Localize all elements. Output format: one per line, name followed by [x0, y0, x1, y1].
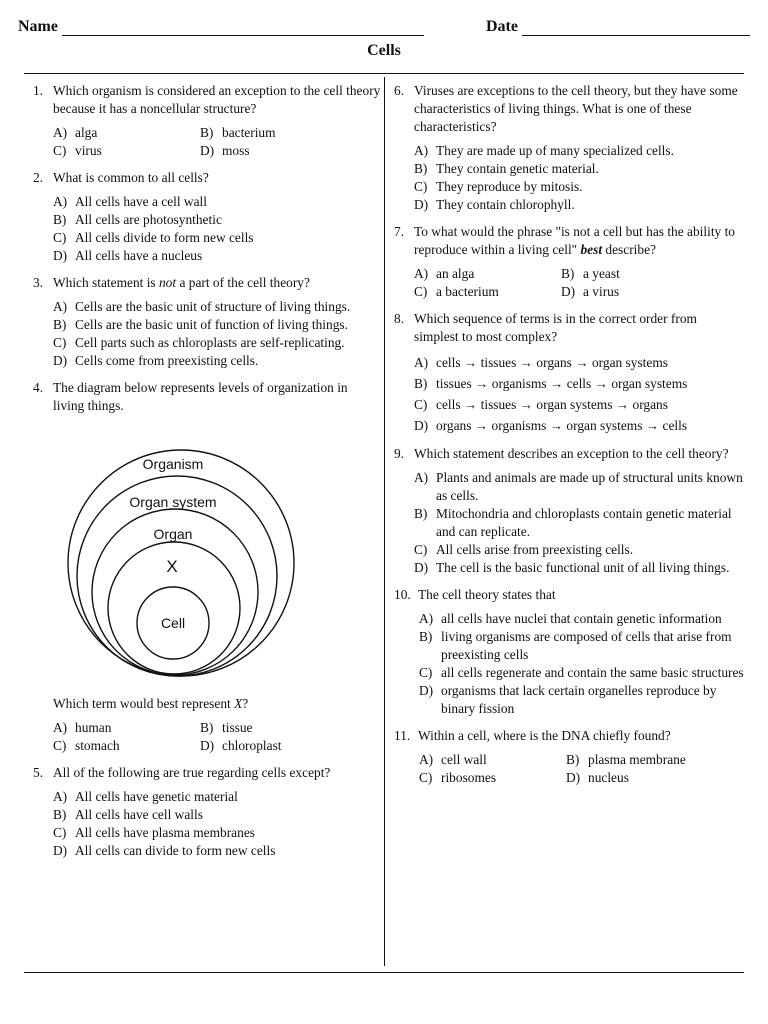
option-letter: C) [419, 770, 433, 785]
question-2 [33, 169, 381, 265]
option-letter: A) [53, 194, 68, 209]
question-9 [394, 445, 744, 577]
option-text: a yeast [583, 266, 620, 281]
option-text: All cells are photosynthetic [75, 212, 222, 227]
option-letter: D) [561, 284, 576, 299]
option-text: They reproduce by mitosis. [436, 179, 583, 194]
option-letter: D) [200, 143, 215, 158]
concentric-circles-diagram [63, 429, 313, 685]
answer-options [53, 298, 381, 370]
option-c[interactable] [53, 737, 200, 755]
option-letter: A) [414, 355, 429, 370]
stem-emphasis: not [158, 275, 177, 290]
option-text: They contain genetic material. [436, 161, 599, 176]
option-text: living organisms are composed of cells that arise from preexisting cells [441, 629, 732, 662]
question-stem: The diagram below represents levels of organization in living things. [53, 380, 348, 413]
option-text: ribosomes [441, 770, 497, 785]
option-letter: D) [414, 560, 429, 575]
option-letter: B) [566, 752, 580, 767]
question-followup [53, 695, 381, 713]
option-a[interactable] [414, 352, 744, 373]
option-text: They are made up of many specialized cells. [436, 143, 674, 158]
option-d[interactable] [200, 737, 381, 755]
organ-system-label: Organ system [129, 494, 217, 510]
question-stem [53, 274, 381, 292]
option-text: tissue [222, 720, 253, 735]
option-a[interactable] [419, 610, 744, 628]
option-c[interactable] [53, 229, 381, 247]
option-b[interactable] [200, 124, 381, 142]
option-letter: B) [419, 629, 433, 644]
question-11 [394, 727, 744, 787]
option-b[interactable] [53, 211, 381, 229]
followup-text: Which term would best represent [53, 696, 235, 711]
option-d[interactable] [566, 769, 744, 787]
question-number: 6. [394, 83, 405, 98]
option-letter: A) [53, 789, 68, 804]
option-a[interactable] [419, 751, 566, 769]
bottom-rule [24, 972, 744, 973]
option-a[interactable] [414, 469, 744, 505]
stem-text: Which statement is [53, 275, 159, 290]
option-a[interactable] [53, 298, 381, 316]
option-b[interactable] [414, 505, 744, 541]
organism-label: Organism [142, 456, 204, 472]
option-letter: C) [414, 284, 428, 299]
option-text: All cells have genetic material [75, 789, 238, 804]
option-b[interactable] [200, 719, 381, 737]
option-text: The cell is the basic functional unit of all living things. [436, 560, 730, 575]
option-letter: A) [419, 752, 434, 767]
option-a[interactable] [53, 193, 381, 211]
option-text: bacterium [222, 125, 276, 140]
option-b[interactable] [561, 265, 744, 283]
question-stem: All of the following are true regarding cells except? [53, 765, 331, 780]
option-text: tissues → organisms → cells → organ systems [436, 376, 688, 391]
option-text: human [75, 720, 112, 735]
option-letter: C) [414, 179, 428, 194]
question-8 [394, 310, 744, 436]
option-text: plasma membrane [588, 752, 686, 767]
option-c[interactable] [414, 394, 744, 415]
option-c[interactable] [414, 178, 744, 196]
option-letter: D) [414, 197, 429, 212]
question-6 [394, 82, 744, 214]
option-text: virus [75, 143, 102, 158]
question-number: 4. [33, 380, 44, 395]
option-letter: A) [414, 143, 429, 158]
organization-levels-diagram [63, 429, 313, 685]
option-a[interactable] [414, 265, 561, 283]
option-letter: C) [414, 542, 428, 557]
question-number: 5. [33, 765, 44, 780]
answer-options [414, 142, 744, 214]
stem-text: To what would the phrase "is not a cell but has the ability to reproduce within a living cell" [414, 224, 736, 257]
question-stem: Which organism is considered an exception to the cell theory because it has a noncellular structure? [53, 83, 381, 116]
option-letter: B) [200, 125, 214, 140]
option-letter: A) [419, 611, 434, 626]
question-number: 2. [33, 170, 44, 185]
option-b[interactable] [414, 160, 744, 178]
stem-text: describe? [602, 242, 656, 257]
answer-options [53, 719, 381, 755]
option-letter: C) [53, 825, 67, 840]
question-number: 3. [33, 275, 44, 290]
option-d[interactable] [53, 352, 381, 370]
option-letter: B) [200, 720, 214, 735]
question-stem: Which sequence of terms is in the correct order from simplest to most complex? [414, 311, 697, 344]
option-text: Cells come from preexisting cells. [75, 353, 259, 368]
followup-text: ? [242, 696, 249, 711]
option-letter: A) [53, 720, 68, 735]
option-a[interactable] [53, 124, 200, 142]
name-label: Name [18, 18, 58, 35]
right-column [394, 82, 744, 796]
option-letter: B) [414, 161, 428, 176]
option-d[interactable] [414, 196, 744, 214]
option-text: moss [222, 143, 250, 158]
question-number: 11. [394, 728, 411, 743]
option-text: chloroplast [222, 738, 282, 753]
option-letter: B) [53, 317, 67, 332]
option-letter: C) [414, 397, 428, 412]
top-rule [24, 73, 744, 74]
question-number: 7. [394, 224, 405, 239]
question-3 [33, 274, 381, 370]
question-stem: The cell theory states that [418, 587, 556, 602]
option-text: alga [75, 125, 98, 140]
option-text: an alga [436, 266, 475, 281]
question-number: 8. [394, 311, 405, 326]
answer-options [53, 124, 381, 160]
option-text: cells → tissues → organs → organ systems [436, 355, 668, 370]
option-c[interactable] [419, 664, 744, 682]
option-letter: A) [414, 266, 429, 281]
option-letter: D) [53, 248, 68, 263]
option-letter: C) [53, 230, 67, 245]
answer-options [414, 265, 744, 301]
option-text: Cells are the basic unit of function of living things. [75, 317, 348, 332]
question-number: 9. [394, 446, 405, 461]
question-10 [394, 586, 744, 718]
option-d[interactable] [414, 559, 744, 577]
followup-variable: X [234, 696, 243, 711]
column-divider [384, 77, 385, 966]
option-text: all cells regenerate and contain the same basic structures [441, 665, 744, 680]
option-letter: D) [414, 418, 429, 433]
question-stem: Which statement describes an exception to the cell theory? [414, 446, 729, 461]
answer-options [414, 751, 744, 787]
x-label: X [166, 557, 178, 576]
option-d[interactable] [419, 682, 744, 718]
option-d[interactable] [53, 247, 381, 265]
question-4 [33, 379, 381, 755]
option-text: Plants and animals are made up of structural units known as cells. [436, 470, 743, 503]
stem-text: a part of the cell theory? [176, 275, 310, 290]
question-number: 10. [394, 587, 411, 602]
option-letter: B) [414, 506, 428, 521]
option-d[interactable] [414, 415, 744, 436]
option-letter: A) [414, 470, 429, 485]
cell-label: Cell [160, 615, 186, 631]
name-field-line[interactable] [62, 35, 424, 36]
answer-options [414, 610, 744, 718]
question-7 [394, 223, 744, 301]
option-letter: D) [200, 738, 215, 753]
option-b[interactable] [53, 806, 381, 824]
answer-options [53, 193, 381, 265]
option-a[interactable] [53, 719, 200, 737]
option-a[interactable] [53, 788, 381, 806]
option-letter: C) [53, 335, 67, 350]
option-letter: B) [414, 376, 428, 391]
option-letter: A) [53, 299, 68, 314]
question-stem: What is common to all cells? [53, 170, 209, 185]
option-text: All cells arise from preexisting cells. [436, 542, 634, 557]
option-text: All cells divide to form new cells [75, 230, 254, 245]
date-field-line[interactable] [522, 35, 750, 36]
option-a[interactable] [414, 142, 744, 160]
option-text: Cells are the basic unit of structure of living things. [75, 299, 351, 314]
option-text: All cells have cell walls [75, 807, 203, 822]
option-letter: A) [53, 125, 68, 140]
option-text: organs → organisms → organ systems → cells [436, 418, 688, 433]
option-text: All cells have a cell wall [75, 194, 207, 209]
option-text: Mitochondria and chloroplasts contain genetic material and can replicate. [436, 506, 732, 539]
question-stem [414, 223, 744, 259]
question-1 [33, 82, 381, 160]
option-text: a bacterium [436, 284, 499, 299]
question-5 [33, 764, 381, 860]
stem-emphasis: best [580, 242, 603, 257]
option-letter: C) [53, 143, 67, 158]
option-d[interactable] [200, 142, 381, 160]
worksheet-title: Cells [367, 42, 401, 59]
left-column [33, 82, 381, 869]
option-text: All cells have plasma membranes [75, 825, 255, 840]
option-letter: C) [419, 665, 433, 680]
option-c[interactable] [53, 824, 381, 842]
option-text: stomach [75, 738, 120, 753]
option-d[interactable] [53, 842, 381, 860]
question-number: 1. [33, 83, 44, 98]
option-b[interactable] [414, 373, 744, 394]
option-c[interactable] [414, 541, 744, 559]
option-text: organisms that lack certain organelles reproduce by binary fission [441, 683, 717, 716]
option-text: Cell parts such as chloroplasts are self-replicating. [75, 335, 345, 350]
option-text: cells → tissues → organ systems → organs [436, 397, 668, 412]
organ-label: Organ [153, 526, 193, 542]
question-stem: Viruses are exceptions to the cell theory, but they have some characteristics of living things. What is one of these characteristics? [414, 83, 738, 134]
question-stem: Within a cell, where is the DNA chiefly found? [418, 728, 671, 743]
option-letter: D) [53, 843, 68, 858]
option-letter: B) [561, 266, 575, 281]
option-text: They contain chlorophyll. [436, 197, 575, 212]
worksheet-header [18, 18, 750, 42]
option-text: All cells can divide to form new cells [75, 843, 276, 858]
answer-options [53, 788, 381, 860]
option-letter: D) [53, 353, 68, 368]
option-text: nucleus [588, 770, 629, 785]
option-text: All cells have a nucleus [75, 248, 203, 263]
date-label: Date [486, 18, 518, 35]
option-text: a virus [583, 284, 620, 299]
option-c[interactable] [53, 142, 200, 160]
option-b[interactable] [419, 628, 744, 664]
option-d[interactable] [561, 283, 744, 301]
option-c[interactable] [414, 283, 561, 301]
option-letter: D) [419, 683, 434, 698]
option-text: cell wall [441, 752, 487, 767]
option-b[interactable] [53, 316, 381, 334]
option-letter: B) [53, 212, 67, 227]
answer-options [414, 469, 744, 577]
option-c[interactable] [419, 769, 566, 787]
option-text: all cells have nuclei that contain genetic information [441, 611, 722, 626]
option-b[interactable] [566, 751, 744, 769]
option-letter: B) [53, 807, 67, 822]
answer-options [414, 352, 744, 436]
option-letter: D) [566, 770, 581, 785]
option-letter: C) [53, 738, 67, 753]
option-c[interactable] [53, 334, 381, 352]
